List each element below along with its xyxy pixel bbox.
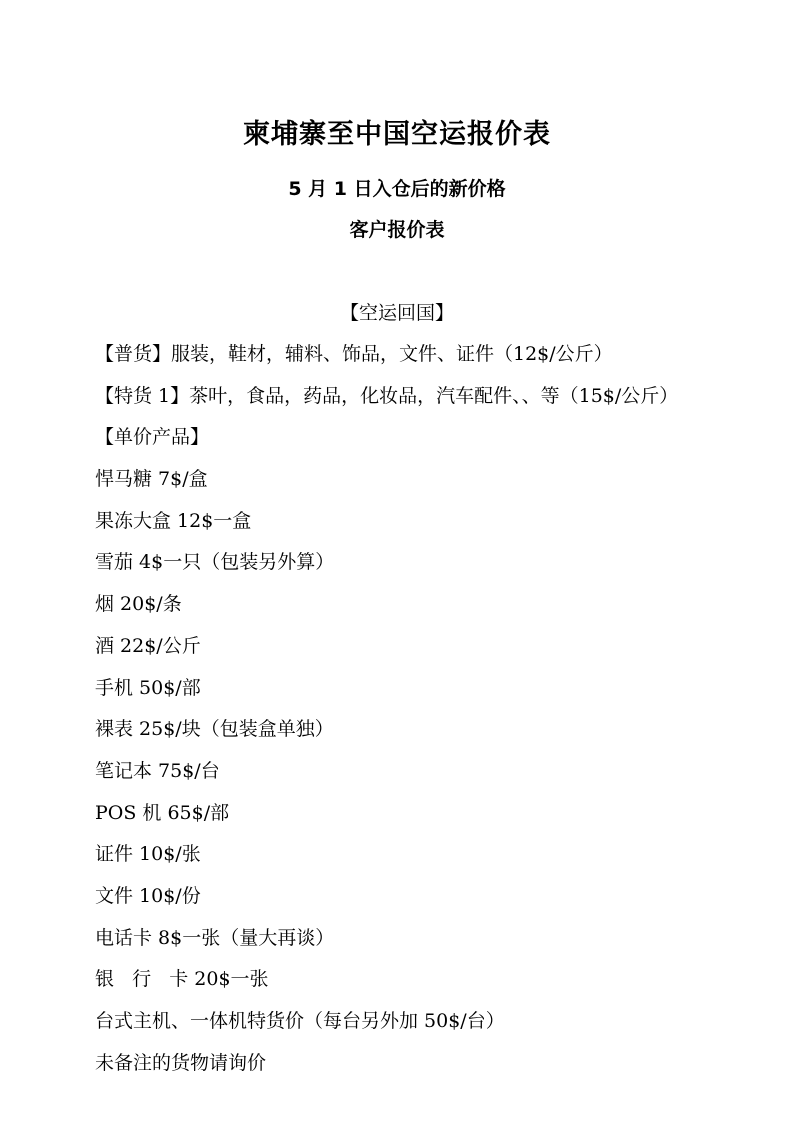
price-line-note: 未备注的货物请询价 bbox=[95, 1051, 267, 1074]
price-line-item: 银 行 卡 20$一张 bbox=[95, 968, 269, 991]
price-line-item: 果冻大盒 12$一盒 bbox=[95, 509, 252, 532]
price-line-item: 文件 10$/份 bbox=[95, 884, 201, 907]
price-line-item: 悍马糖 7$/盒 bbox=[95, 468, 208, 491]
price-line-item: 笔记本 75$/台 bbox=[95, 759, 220, 782]
customer-subtitle: 客户报价表 bbox=[349, 219, 445, 241]
price-line-item: 台式主机、一体机特货价（每台另外加 50$/台） bbox=[95, 1010, 505, 1032]
price-line-special-goods: 【特货 1】茶叶，食品，药品，化妆品，汽车配件、、等（15$/公斤） bbox=[95, 384, 679, 407]
price-line-item: 证件 10$/张 bbox=[95, 843, 201, 866]
price-line-general-goods: 【普货】服装，鞋材，辅料、饰品，文件、证件（12$/公斤） bbox=[95, 343, 613, 365]
section-heading: 【空运回国】 bbox=[339, 302, 454, 324]
unit-price-heading: 【单价产品】 bbox=[95, 426, 210, 449]
price-line-item: 雪茄 4$一只（包装另外算） bbox=[95, 551, 335, 574]
date-subtitle: 5 月 1 日入仓后的新价格 bbox=[288, 178, 506, 200]
price-line-item: 电话卡 8$一张（量大再谈） bbox=[95, 926, 335, 949]
price-line-item: POS 机 65$/部 bbox=[95, 801, 230, 824]
price-line-item: 裸表 25$/块（包装盒单独） bbox=[95, 718, 334, 741]
price-line-item: 手机 50$/部 bbox=[95, 676, 201, 699]
price-line-item: 烟 20$/条 bbox=[95, 593, 182, 616]
price-line-item: 酒 22$/公斤 bbox=[95, 634, 201, 657]
document-title: 柬埔寨至中国空运报价表 bbox=[243, 119, 551, 150]
price-list bbox=[95, 340, 775, 1090]
